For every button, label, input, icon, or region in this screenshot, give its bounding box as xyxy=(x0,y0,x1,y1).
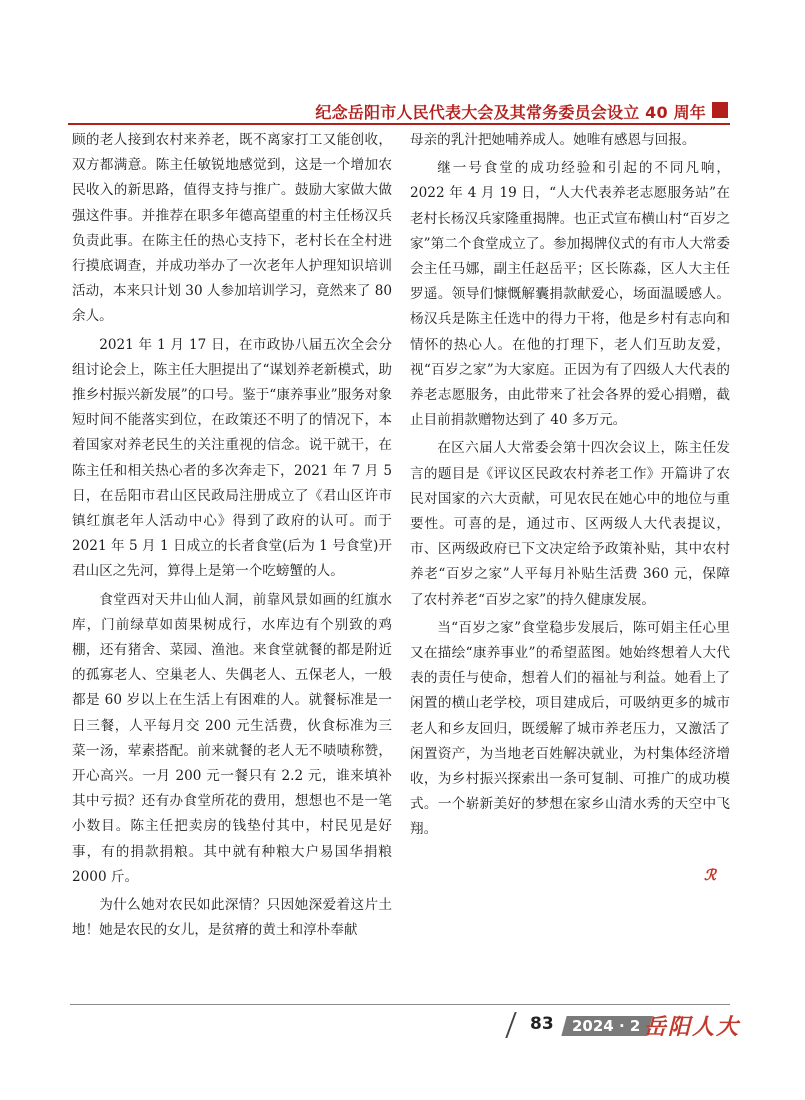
page-number: 83 xyxy=(530,1014,554,1034)
paragraph: 当“百岁之家”食堂稳步发展后，陈可娟主任心里又在描绘“康养事业”的希望蓝图。她始终想着人大代表的责任与使命，想着人们的福祉与利益。她看上了闲置的横山老学校，项目建成后，可吸纳更多的城市老人和乡友回归，既缓解了城市养老压力，又激活了闲置资产，为当地老百姓解决就业，为村集体经济增收，为乡村振兴探索出一条可复制、可推广的成功模式。一个崭新美好的梦想在家乡山清水秀的天空中飞翔。 xyxy=(410,619,730,838)
issue-label: 2024 · 2 xyxy=(572,1017,641,1035)
paragraph: 为什么她对农民如此深情？只因她深爱着这片土地！她是农民的女儿，是贫瘠的黄土和淳朴奉献 xyxy=(72,897,392,939)
paragraph: 在区六届人大常委会第十四次会议上，陈主任发言的题目是《评议区民政农村养老工作》开篇讲了农民对国家的六大贡献，可见农民在她心中的地位与重要性。可喜的是，通过市、区两级人大代表提议，市、区两级政府已下文决定给予政策补贴，其中农村养老“百岁之家”人平每月补贴生活费 360 元，保障了农村养老“百岁之家”的持久健康发展。 xyxy=(410,440,730,608)
paragraph: 继一号食堂的成功经验和引起的不同凡响，2022 年 4 月 19 日，“人大代表养老志愿服务站”在老村长杨汉兵家隆重揭牌。也正式宣布横山村“百岁之家”第二个食堂成立了。参加揭牌仪式的有市人大常委会主任马娜，副主任赵岳平；区长陈淼，区人大主任罗遥。领导们慷慨解囊捐款献爱心，场面温暖感人。 杨汉兵是陈主任选中的得力干将，他是乡村有志向和情怀的热心人。在他的打理下，老人们互助友爱，视“百岁之家”为大家庭。正因为有了四级人大代表的养老志愿服务，由此带来了社会各界的爱心捐赠，截止目前捐款赠物达到了 40 多万元。 xyxy=(410,160,730,429)
header-rule xyxy=(68,123,730,125)
left-column xyxy=(72,128,392,944)
paragraph: 食堂西对天井山仙人洞，前靠风景如画的红旗水库，门前绿草如茵果树成行，水库边有个别致的鸡棚，还有猪舍、菜园、渔池。来食堂就餐的都是附近的孤寡老人、空巢老人、失偶老人、五保老人，一般都是 60 岁以上在生活上有困难的人。就餐标准是一日三餐，人平每月交 200 元生活费，伙食标准为三菜一汤，荤素搭配。前来就餐的老人无不啧啧称赞，开心高兴。一月 200 元一餐只有 2.2 元，谁来填补其中亏损？还有办食堂所花的费用，想想也不是一笔小数目。陈主任把卖房的钱垫付其中，村民见是好事，有的捐款捐粮。其中就有种粮大户易国华捐粮 2000 斤。 xyxy=(72,591,392,885)
footer-rule xyxy=(70,1004,730,1005)
article-end-mark-icon: ℛ xyxy=(704,866,716,884)
slash-icon xyxy=(505,1012,516,1038)
header-square-mark xyxy=(712,102,728,118)
paragraph: 2021 年 1 月 17 日，在市政协八届五次全会分组讨论会上，陈主任大胆提出了“谋划养老新模式，助推乡村振兴新发展”的口号。鉴于“康养事业”服务对象短时间不能落实到位，在政策还不明了的情况下，本着国家对养老民生的关注重视的信念。说干就干，在陈主任和相关热心者的多次奔走下，2021 年 7 月 5 日，在岳阳市君山区民政局注册成立了《君山区许市镇红旗老年人活动中心》得到了政府的认可。而于 2021 年 5 月 1 日成立的长者食堂(后为 1 号食堂)开君山区之先河，算得上是第一个吃螃蟹的人。 xyxy=(72,336,392,580)
paragraph: 母亲的乳汁把她哺养成人。她唯有感恩与回报。 xyxy=(410,132,696,148)
issue-badge xyxy=(561,1016,653,1036)
page-header xyxy=(68,98,730,124)
right-column xyxy=(410,128,730,843)
paragraph: 顾的老人接到农村来养老，既不离家打工又能创收，双方都满意。陈主任敏锐地感觉到，这是一个增加农民收入的新思路，值得支持与推广。鼓励大家做大做强这件事。并推荐在职多年德高望重的村主任杨汉兵负责此事。在陈主任的热心支持下，老村长在全村进行摸底调查，并成功举办了一次老年人护理知识培训活动，本来只计划 30 人参加培训学习，竟然来了 80 余人。 xyxy=(72,132,392,325)
header-title: 纪念岳阳市人民代表大会及其常务委员会设立 40 周年 xyxy=(315,103,706,122)
magazine-logo: 岳阳人大 xyxy=(644,1014,741,1040)
page-footer xyxy=(510,1012,740,1042)
